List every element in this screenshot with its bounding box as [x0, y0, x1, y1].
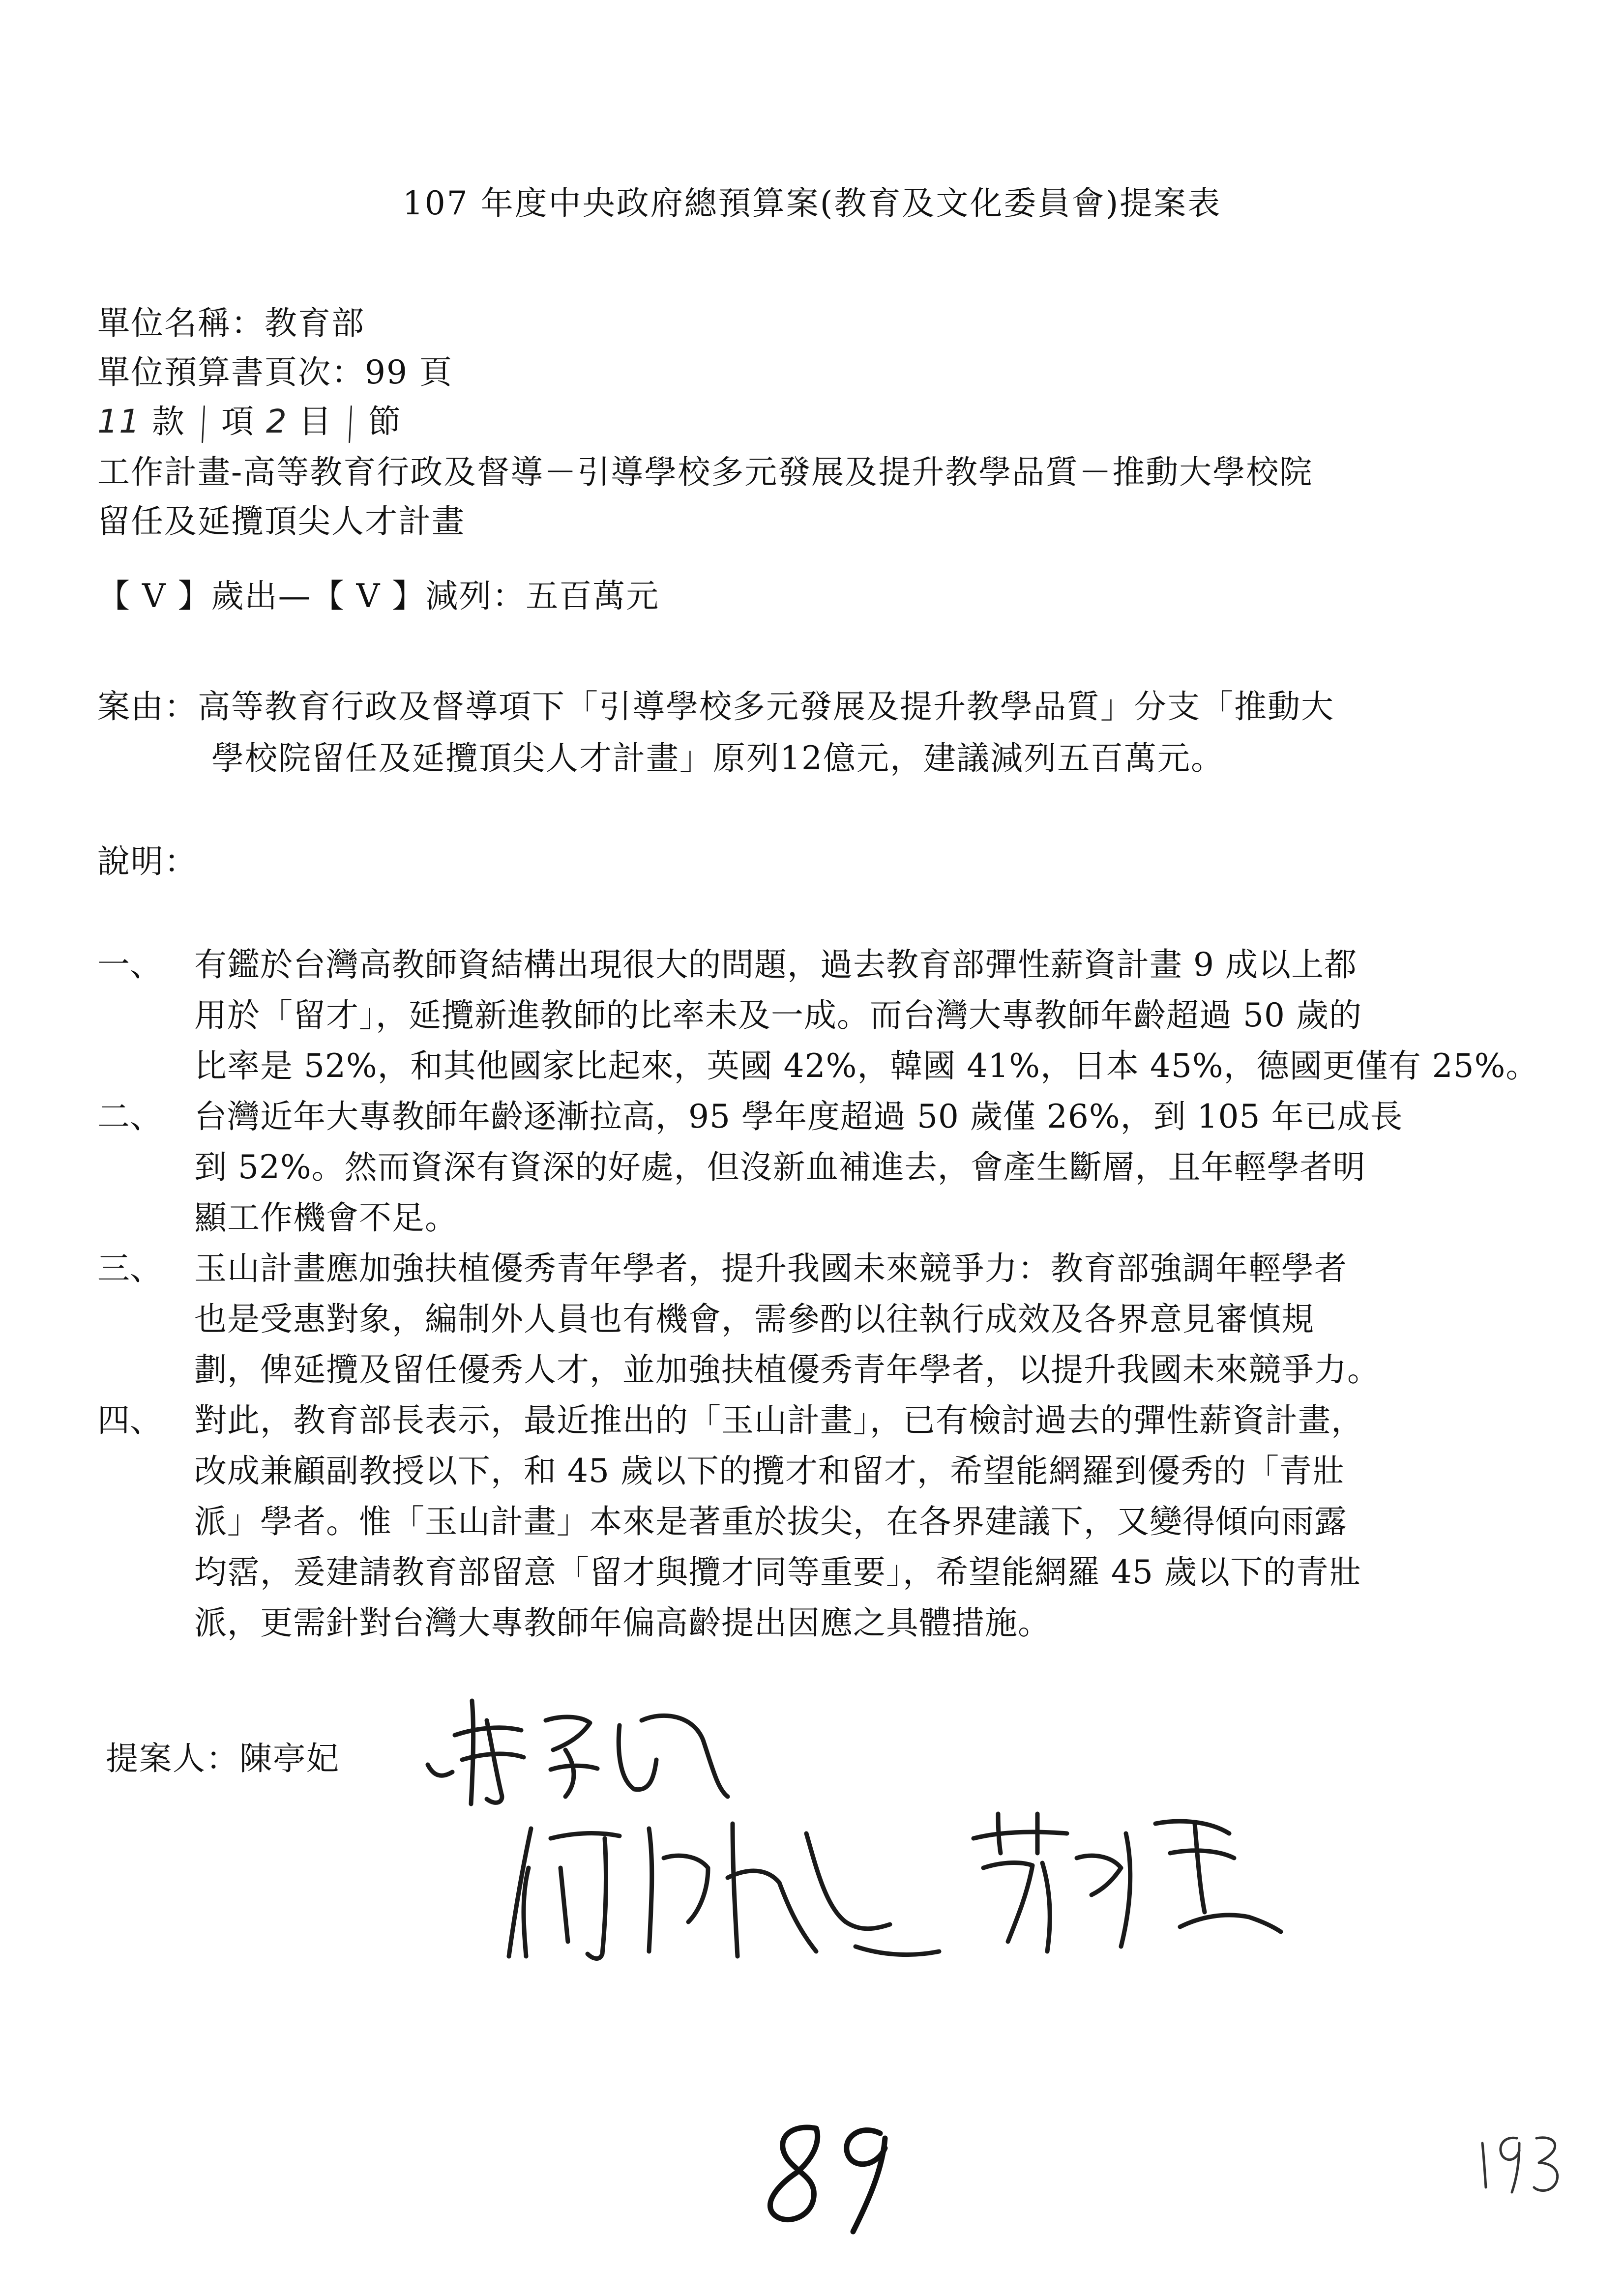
item-2-number: 二、 — [97, 1098, 162, 1135]
kuan-label: 款 — [151, 403, 185, 440]
item-1-line-1: 有鑑於台灣高教師資結構出現很大的問題，過去教育部彈性薪資計畫 9 成以上都 — [194, 946, 1357, 984]
case-line-1: 案由：高等教育行政及督導項下「引導學校多元發展及提升教學品質」分支「推動大 — [97, 688, 1334, 726]
mu-label: 目 — [298, 403, 332, 440]
corner-mark — [1470, 2128, 1568, 2197]
item-4-line-5: 派，更需針對台灣大專教師年偏高齡提出因應之具體措施。 — [194, 1604, 1051, 1642]
item-1-line-3: 比率是 52%，和其他國家比起來，英國 42%，韓國 41%，日本 45%，德國更僅有 25%。 — [194, 1047, 1539, 1085]
explanation-heading: 說明： — [97, 843, 198, 880]
page-number-handwritten — [762, 2119, 910, 2237]
item-4-number: 四、 — [97, 1401, 162, 1439]
budget-page: 單位預算書頁次：99 頁 — [97, 353, 453, 391]
item-2-line-3: 顯工作機會不足。 — [194, 1199, 458, 1237]
item-2-line-1: 台灣近年大專教師年齡逐漸拉高，95 學年度超過 50 歲僅 26%，到 105 年已成長 — [194, 1098, 1403, 1135]
checkbox-line: 【 V 】歲出—【 V 】減列：五百萬元 — [97, 577, 660, 615]
unit-name: 單位名稱：教育部 — [97, 304, 365, 342]
work-plan-line-2: 留任及延攬頂尖人才計畫 — [97, 502, 465, 540]
item-3-number: 三、 — [97, 1250, 162, 1287]
xiang-label: 項 — [221, 403, 255, 440]
proposer-label: 提案人：陳亭妃 — [106, 1740, 340, 1777]
kuan-number: 11 — [97, 403, 141, 440]
mu-number: 2 — [266, 403, 288, 440]
item-2-line-2: 到 52%。然而資深有資深的好處，但沒新血補進去，會產生斷層，且年輕學者明 — [194, 1148, 1366, 1186]
signature-1 — [418, 1691, 733, 1819]
item-3-line-3: 劃，俾延攬及留任優秀人才，並加強扶植優秀青年學者，以提升我國未來競爭力。 — [194, 1351, 1380, 1389]
work-plan-line-1: 工作計畫-高等教育行政及督導－引導學校多元發展及提升教學品質－推動大學校院 — [97, 453, 1313, 491]
item-4-line-1: 對此，教育部長表示，最近推出的「玉山計畫」，已有檢討過去的彈性薪資計畫， — [194, 1401, 1364, 1439]
item-4-line-3: 派」學者。惟「玉山計畫」本來是著重於拔尖，在各界建議下，又變得傾向雨露 — [194, 1503, 1347, 1540]
signature-2 — [502, 1809, 944, 1971]
page-title: 107 年度中央政府總預算案(教育及文化委員會)提案表 — [402, 184, 1222, 222]
item-4-line-2: 改成兼顧副教授以下，和 45 歲以下的攬才和留才，希望能網羅到優秀的「青壯 — [194, 1452, 1345, 1490]
item-1-line-2: 用於「留才」，延攬新進教師的比率未及一成。而台灣大專教師年齡超過 50 歲的 — [194, 996, 1362, 1034]
jie-number-mark — [349, 406, 352, 443]
jie-label: 節 — [368, 403, 402, 440]
xiang-number-mark — [202, 406, 205, 443]
item-1-number: 一、 — [97, 946, 162, 984]
item-3-line-1: 玉山計畫應加強扶植優秀青年學者，提升我國未來競爭力：教育部強調年輕學者 — [194, 1250, 1347, 1287]
budget-section-line — [97, 403, 402, 443]
case-line-2: 學校院留任及延攬頂尖人才計畫」原列12億元，建議減列五百萬元。 — [211, 739, 1224, 777]
item-4-line-4: 均霑，爰建請教育部留意「留才與攬才同等重要」，希望能網羅 45 歲以下的青壯 — [194, 1553, 1362, 1591]
item-3-line-2: 也是受惠對象，編制外人員也有機會，需參酌以往執行成效及各界意見審慎規 — [194, 1300, 1314, 1338]
signature-3 — [964, 1804, 1283, 1961]
